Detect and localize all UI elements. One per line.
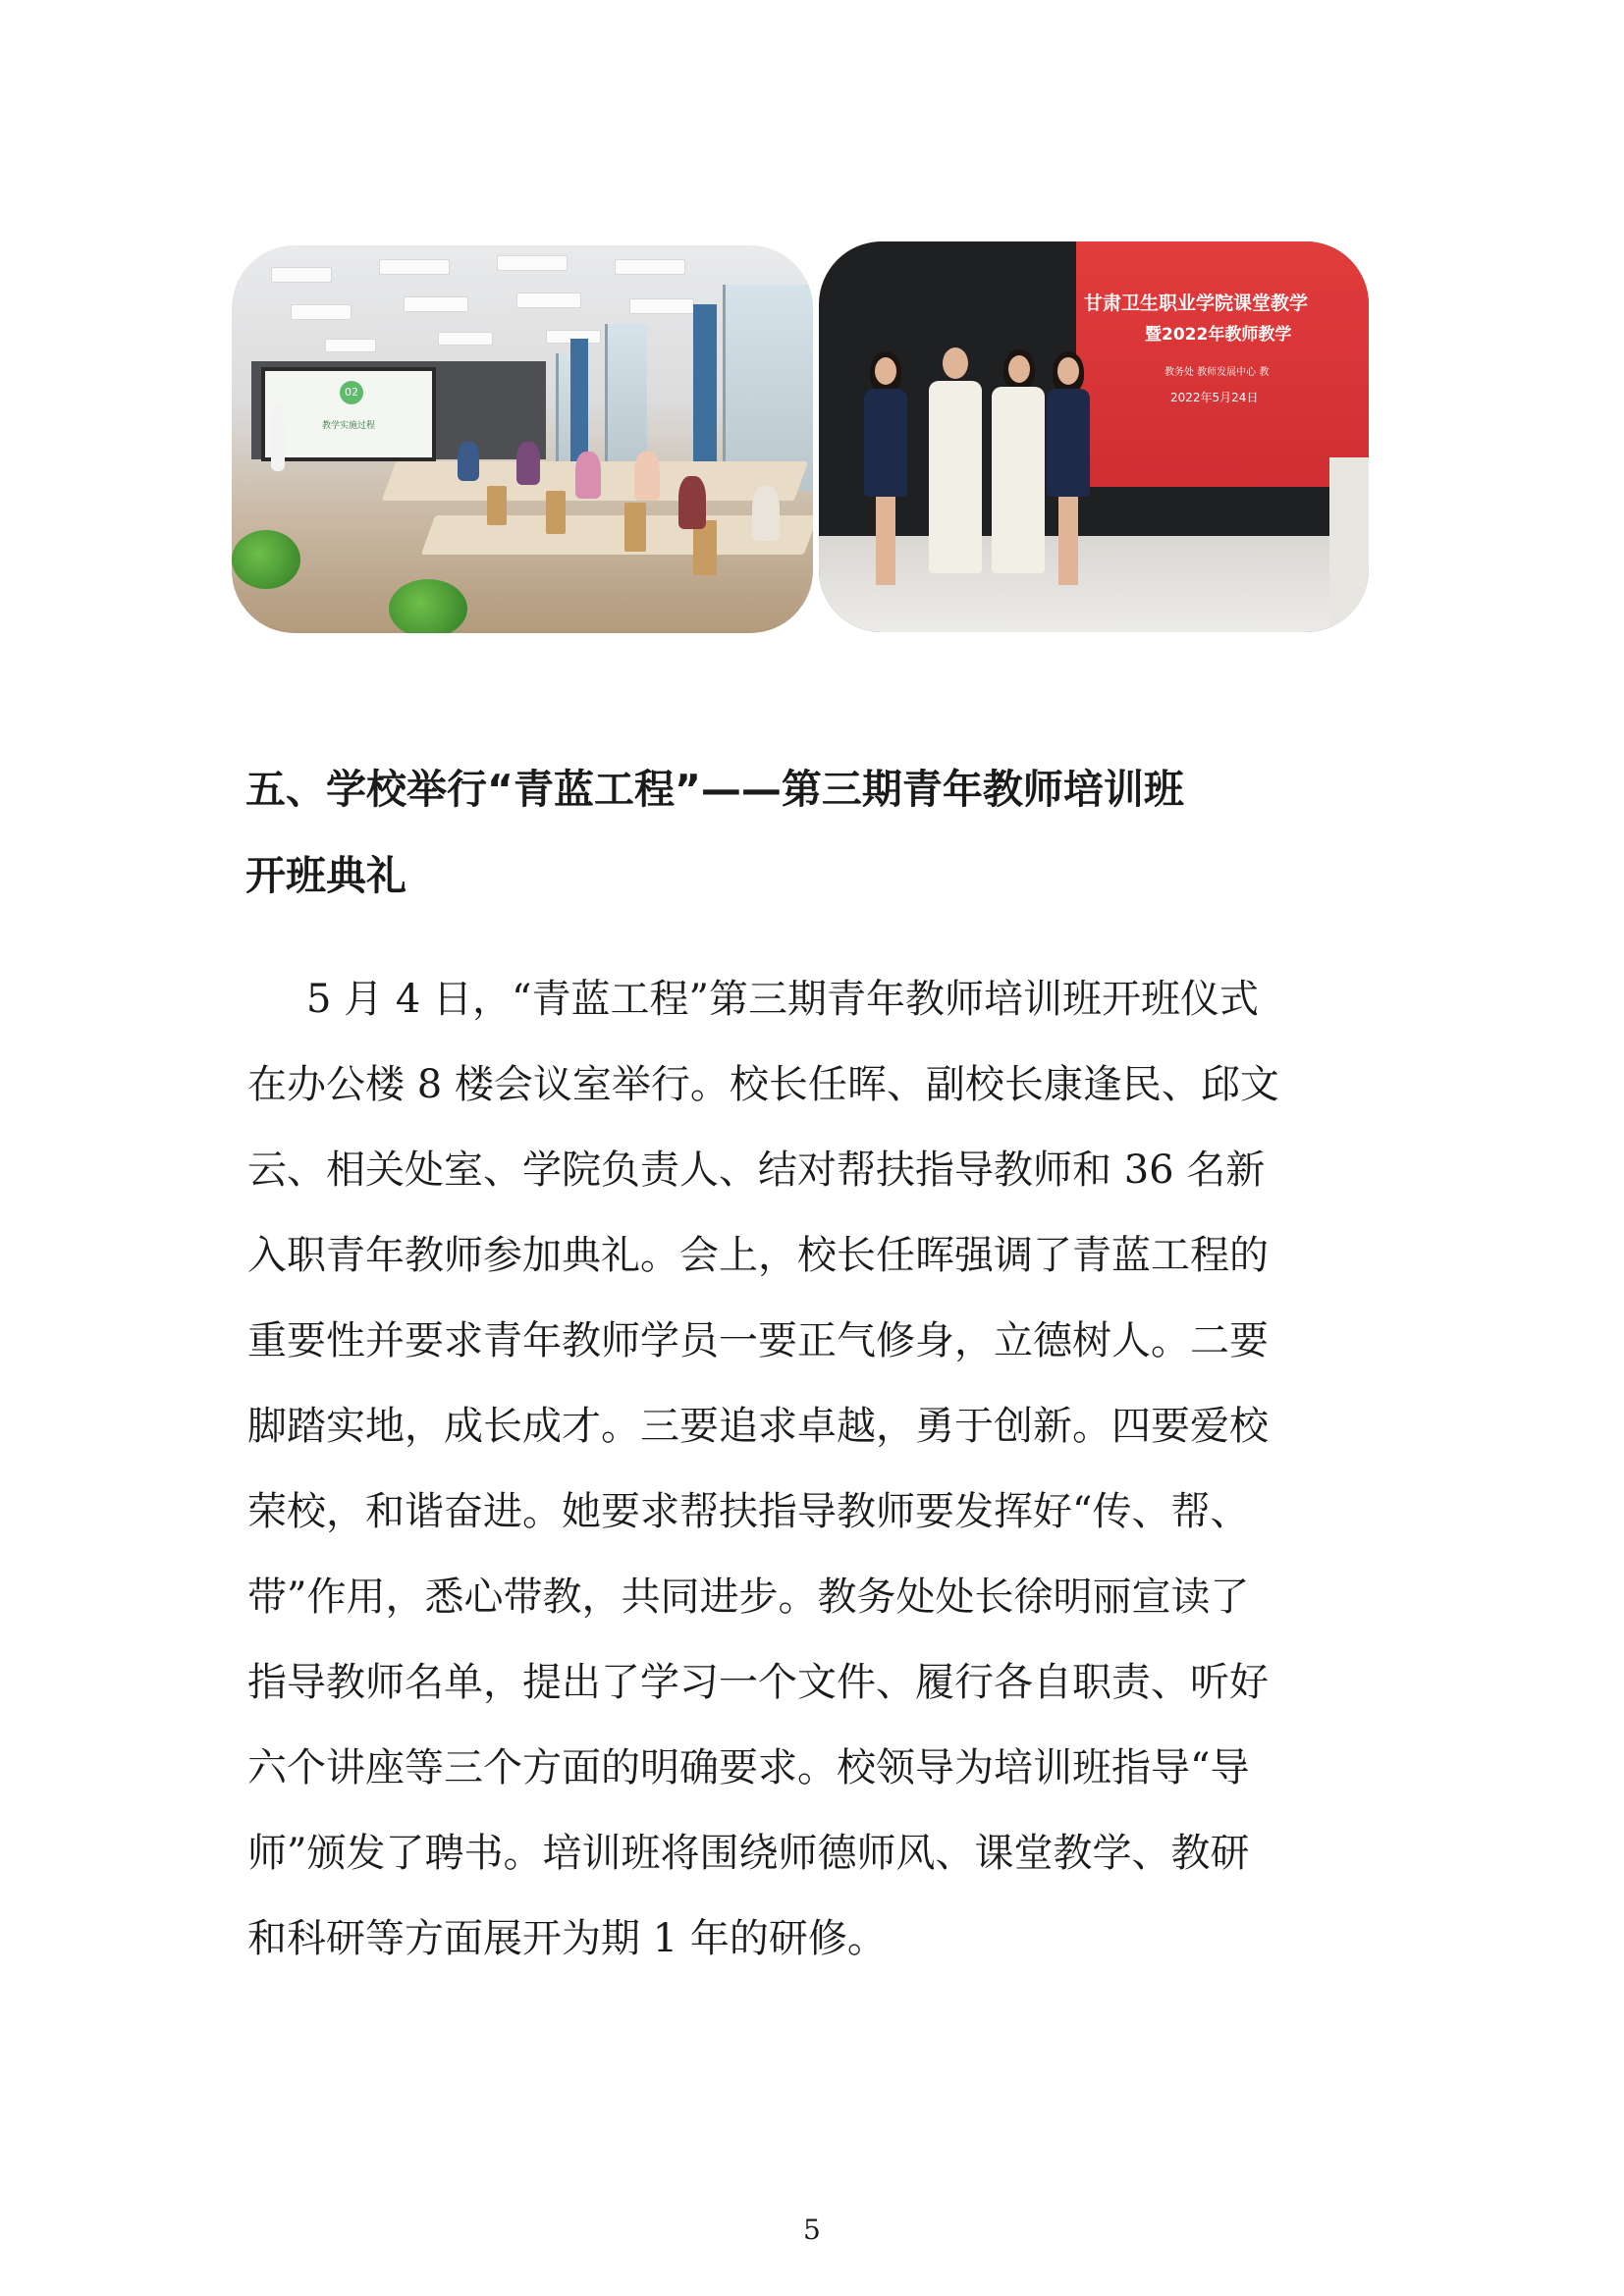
paragraph-line: 师”颁发了聘书。培训班将围绕师德师风、课堂教学、教研 [247, 1831, 1250, 1876]
projector-screen [261, 367, 436, 461]
paragraph-line: 在办公楼 8 楼会议室举行。校长任晖、副校长康逢民、邱文 [247, 1062, 1279, 1107]
paragraph-line: 和科研等方面展开为期 1 年的研修。 [247, 1916, 887, 1961]
page-number: 5 [803, 2214, 821, 2246]
person-figure [864, 389, 907, 497]
paragraph-line: 带”作用，悉心带教，共同进步。教务处处长徐明丽宣读了 [247, 1575, 1250, 1620]
paragraph-line: 5 月 4 日，“青蓝工程”第三期青年教师培训班开班仪式 [306, 977, 1259, 1022]
paragraph-line: 脚踏实地，成长成才。三要追求卓越，勇于创新。四要爱校 [247, 1404, 1269, 1449]
paragraph-line: 六个讲座等三个方面的明确要求。校领导为培训班指导“导 [247, 1745, 1250, 1790]
person-figure [992, 387, 1045, 573]
paragraph-line: 荣校，和谐奋进。她要求帮扶指导教师要发挥好“传、帮、 [247, 1489, 1250, 1534]
paragraph-line: 指导教师名单，提出了学习一个文件、履行各自职责、听好 [247, 1660, 1269, 1705]
banner-date: 2022年5月24日 [1170, 391, 1259, 404]
stage-banner [1076, 241, 1369, 487]
section-heading-line1: 五、学校举行“青蓝工程”——第三期青年教师培训班 [245, 766, 1184, 813]
paragraph-line: 云、相关处室、学院负责人、结对帮扶指导教师和 36 名新 [247, 1148, 1266, 1193]
banner-line3: 教务处 教师发展中心 教 [1164, 367, 1270, 378]
presenter-figure [271, 402, 285, 471]
banner-line1: 甘肃卫生职业学院课堂教学 [1084, 293, 1309, 314]
person-figure [929, 381, 982, 573]
screen-caption: 教学实施过程 [321, 421, 375, 431]
banner-line2: 暨2022年教师教学 [1145, 325, 1292, 345]
paragraph-line: 入职青年教师参加典礼。会上，校长任晖强调了青蓝工程的 [247, 1233, 1269, 1278]
screen-number-badge: 02 [340, 381, 363, 404]
ceremony-photo [819, 241, 1369, 632]
classroom-photo [232, 245, 813, 633]
paragraph-line: 重要性并要求青年教师学员一要正气修身，立德树人。二要 [247, 1318, 1269, 1363]
person-figure [1047, 389, 1090, 497]
section-heading-line2: 开班典礼 [245, 852, 406, 899]
